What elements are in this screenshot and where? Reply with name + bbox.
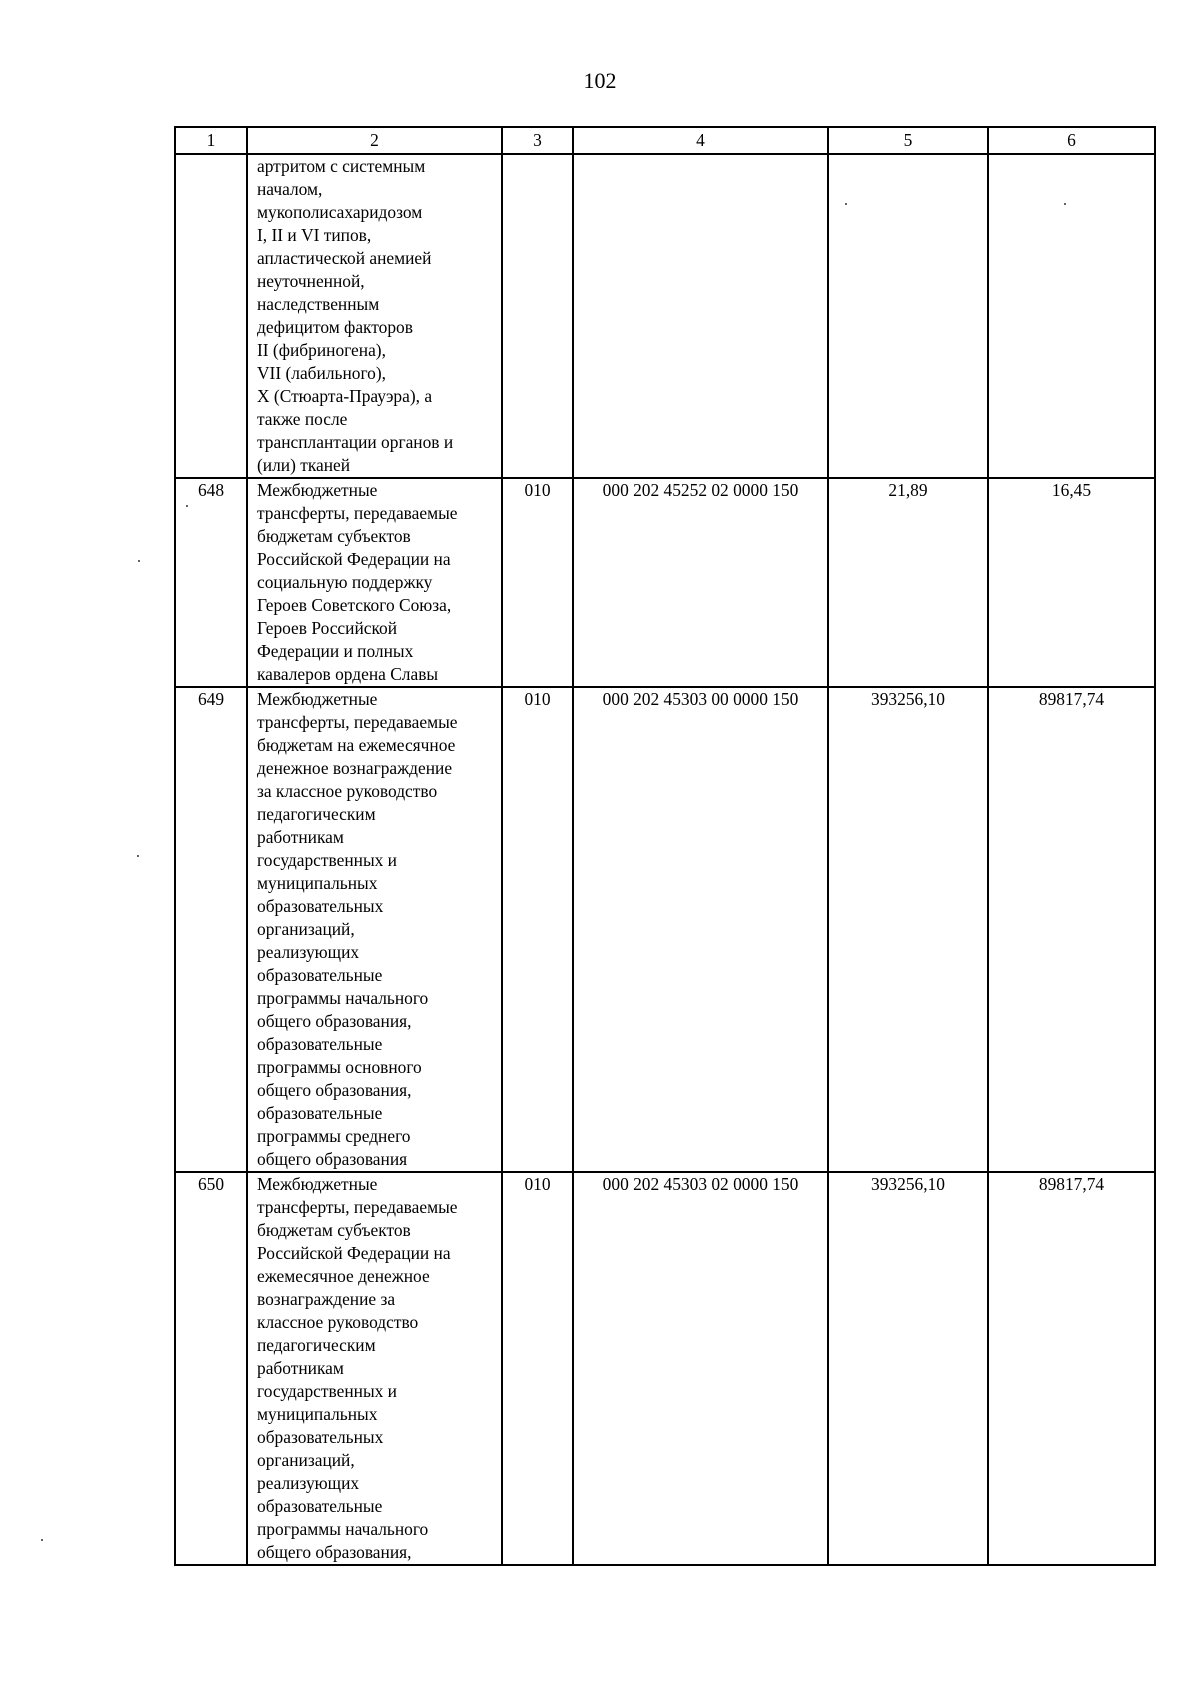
description-line: общего образования, xyxy=(257,1542,412,1562)
description-line: реализующих xyxy=(257,942,360,962)
description-line: бюджетам на ежемесячное xyxy=(257,735,456,755)
column-header-4: 4 xyxy=(573,127,828,154)
description-line: государственных и xyxy=(257,1381,397,1401)
description-line: образовательные xyxy=(257,1103,383,1123)
description-line: реализующих xyxy=(257,1473,360,1493)
description-line: трансферты, передаваемые xyxy=(257,503,458,523)
description-line: Российской Федерации на xyxy=(257,1243,451,1263)
description-line: муниципальных xyxy=(257,1404,378,1424)
description-line: педагогическим xyxy=(257,1335,376,1355)
description-line: образовательные xyxy=(257,1496,383,1516)
budget-code-cell: 000 202 45303 02 0000 150 xyxy=(573,1172,828,1565)
description-line: программы начального xyxy=(257,988,429,1008)
description-line: Федерации и полных xyxy=(257,641,414,661)
description-line: образовательных xyxy=(257,896,384,916)
description-line: (или) тканей xyxy=(257,455,351,475)
table-row xyxy=(175,1172,1155,1565)
value-plan-cell: 393256,10 xyxy=(828,687,988,1172)
description-line: работникам xyxy=(257,1358,344,1378)
description-line: мукополисахаридозом xyxy=(257,202,423,222)
value-fact-cell: 16,45 xyxy=(988,478,1155,687)
description-line: ежемесячное денежное xyxy=(257,1266,430,1286)
description-line: образовательных xyxy=(257,1427,384,1447)
column-header-3: 3 xyxy=(502,127,573,154)
scan-speck xyxy=(1064,203,1066,205)
row-number-cell: 650 xyxy=(175,1172,247,1565)
admin-code-cell xyxy=(502,154,573,478)
table-row-continuation xyxy=(175,154,1155,478)
value-fact-cell xyxy=(988,154,1155,478)
description-line: Межбюджетные xyxy=(257,480,378,500)
description-line: программы основного xyxy=(257,1057,422,1077)
value-plan-cell: 21,89 xyxy=(828,478,988,687)
value-plan-cell: 393256,10 xyxy=(828,1172,988,1565)
budget-table-container xyxy=(174,126,1156,1566)
description-line: I, II и VI типов, xyxy=(257,225,372,245)
description-line: работникам xyxy=(257,827,344,847)
description-line: педагогическим xyxy=(257,804,376,824)
description-line: организаций, xyxy=(257,1450,355,1470)
scan-speck xyxy=(845,203,847,205)
row-number-cell xyxy=(175,154,247,478)
description-line: неуточненной, xyxy=(257,271,365,291)
scan-speck xyxy=(137,855,139,857)
description-line: вознаграждение за xyxy=(257,1289,396,1309)
description-line: наследственным xyxy=(257,294,380,314)
row-number-cell: 648 xyxy=(175,478,247,687)
description-line: бюджетам субъектов xyxy=(257,526,411,546)
description-line: денежное вознаграждение xyxy=(257,758,453,778)
description-cell xyxy=(247,154,502,478)
scan-speck xyxy=(138,560,140,562)
admin-code-cell: 010 xyxy=(502,687,573,1172)
description-line: кавалеров ордена Славы xyxy=(257,664,439,684)
scan-speck xyxy=(186,505,188,507)
description-line: программы начального xyxy=(257,1519,429,1539)
description-line: муниципальных xyxy=(257,873,378,893)
description-line: апластической анемией xyxy=(257,248,432,268)
admin-code-cell: 010 xyxy=(502,478,573,687)
description-line: программы среднего xyxy=(257,1126,411,1146)
scan-speck xyxy=(41,1539,43,1541)
value-fact-cell: 89817,74 xyxy=(988,1172,1155,1565)
budget-code-cell xyxy=(573,154,828,478)
table-header-row xyxy=(175,127,1155,154)
description-line: дефицитом факторов xyxy=(257,317,413,337)
description-line: государственных и xyxy=(257,850,397,870)
description-line: классное руководство xyxy=(257,1312,419,1332)
description-line: артритом с системным xyxy=(257,156,426,176)
description-line: организаций, xyxy=(257,919,355,939)
description-line: образовательные xyxy=(257,965,383,985)
description-line: трансферты, передаваемые xyxy=(257,712,458,732)
budget-code-cell: 000 202 45303 00 0000 150 xyxy=(573,687,828,1172)
table-row xyxy=(175,687,1155,1172)
budget-table xyxy=(174,126,1156,1566)
description-line: общего образования, xyxy=(257,1080,412,1100)
column-header-1: 1 xyxy=(175,127,247,154)
budget-code-cell: 000 202 45252 02 0000 150 xyxy=(573,478,828,687)
page-number: 102 xyxy=(583,68,617,93)
value-fact-cell: 89817,74 xyxy=(988,687,1155,1172)
description-line: трансплантации органов и xyxy=(257,432,454,452)
description-line: за классное руководство xyxy=(257,781,438,801)
description-line: II (фибриногена), xyxy=(257,340,386,360)
description-line: социальную поддержку xyxy=(257,572,433,592)
description-line: Российской Федерации на xyxy=(257,549,451,569)
admin-code-cell: 010 xyxy=(502,1172,573,1565)
column-header-2: 2 xyxy=(247,127,502,154)
value-plan-cell xyxy=(828,154,988,478)
description-line: X (Стюарта-Прауэра), а xyxy=(257,386,433,406)
description-line: трансферты, передаваемые xyxy=(257,1197,458,1217)
description-line: Межбюджетные xyxy=(257,1174,378,1194)
description-line: Героев Советского Союза, xyxy=(257,595,452,615)
description-line: началом, xyxy=(257,179,323,199)
description-cell xyxy=(247,687,502,1172)
row-number-cell: 649 xyxy=(175,687,247,1172)
column-header-6: 6 xyxy=(988,127,1155,154)
column-header-5: 5 xyxy=(828,127,988,154)
description-line: бюджетам субъектов xyxy=(257,1220,411,1240)
description-line: общего образования xyxy=(257,1149,408,1169)
description-cell xyxy=(247,1172,502,1565)
description-line: также после xyxy=(257,409,348,429)
table-row xyxy=(175,478,1155,687)
description-cell xyxy=(247,478,502,687)
description-line: VII (лабильного), xyxy=(257,363,386,383)
description-line: Межбюджетные xyxy=(257,689,378,709)
description-line: общего образования, xyxy=(257,1011,412,1031)
description-line: Героев Российской xyxy=(257,618,398,638)
description-line: образовательные xyxy=(257,1034,383,1054)
